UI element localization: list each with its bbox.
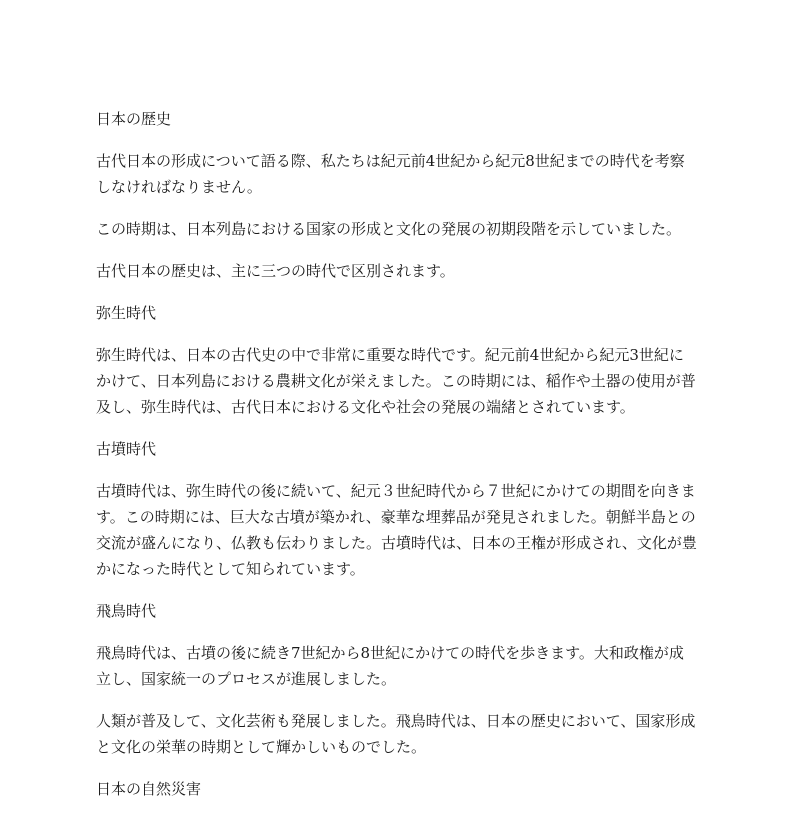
intro-paragraph: この時期は、日本列島における国家の形成と文化の発展の初期段階を示していました。 <box>96 220 682 238</box>
section-paragraph: 古墳時代は、弥生時代の後に続いて、紀元３世紀時代から７世紀にかけての期間を向きます。この時期には、巨大な古墳が築かれ、豪華な埋葬品が発見されました。朝鮮半島との交流が盛んになり、仏教も伝わりました。古墳時代は、日本の王権が形成され、文化が豊かになった時代として知られています。 <box>96 482 697 578</box>
section-heading-kofun: 古墳時代 <box>96 440 157 458</box>
intro-paragraph: 古代日本の歴史は、主に三つの時代で区別されます。 <box>96 262 455 280</box>
section-heading-yayoi: 弥生時代 <box>96 304 157 322</box>
document-body <box>96 106 698 818</box>
section-paragraph: 弥生時代は、日本の古代史の中で非常に重要な時代です。紀元前4世紀から紀元3世紀にかけて、日本列島における農耕文化が栄えました。この時期には、稲作や土器の使用が普及し、弥生時代は、古代日本における文化や社会の発展の端緒とされています。 <box>96 346 696 416</box>
section-paragraph: 人類が普及して、文化芸術も発展しました。飛鳥時代は、日本の歴史において、国家形成と文化の栄華の時期として輝かしいものでした。 <box>96 712 696 756</box>
document-title: 日本の歴史 <box>96 110 172 128</box>
section-paragraph: 飛鳥時代は、古墳の後に続き7世紀から8世紀にかけての時代を歩きます。大和政権が成立し、国家統一のプロセスが進展しました。 <box>96 644 684 688</box>
intro-paragraph: 古代日本の形成について語る際、私たちは紀元前4世紀から紀元8世紀までの時代を考察しなければなりません。 <box>96 152 685 196</box>
section-heading-asuka: 飛鳥時代 <box>96 602 157 620</box>
section-heading-disasters: 日本の自然災害 <box>96 780 202 798</box>
